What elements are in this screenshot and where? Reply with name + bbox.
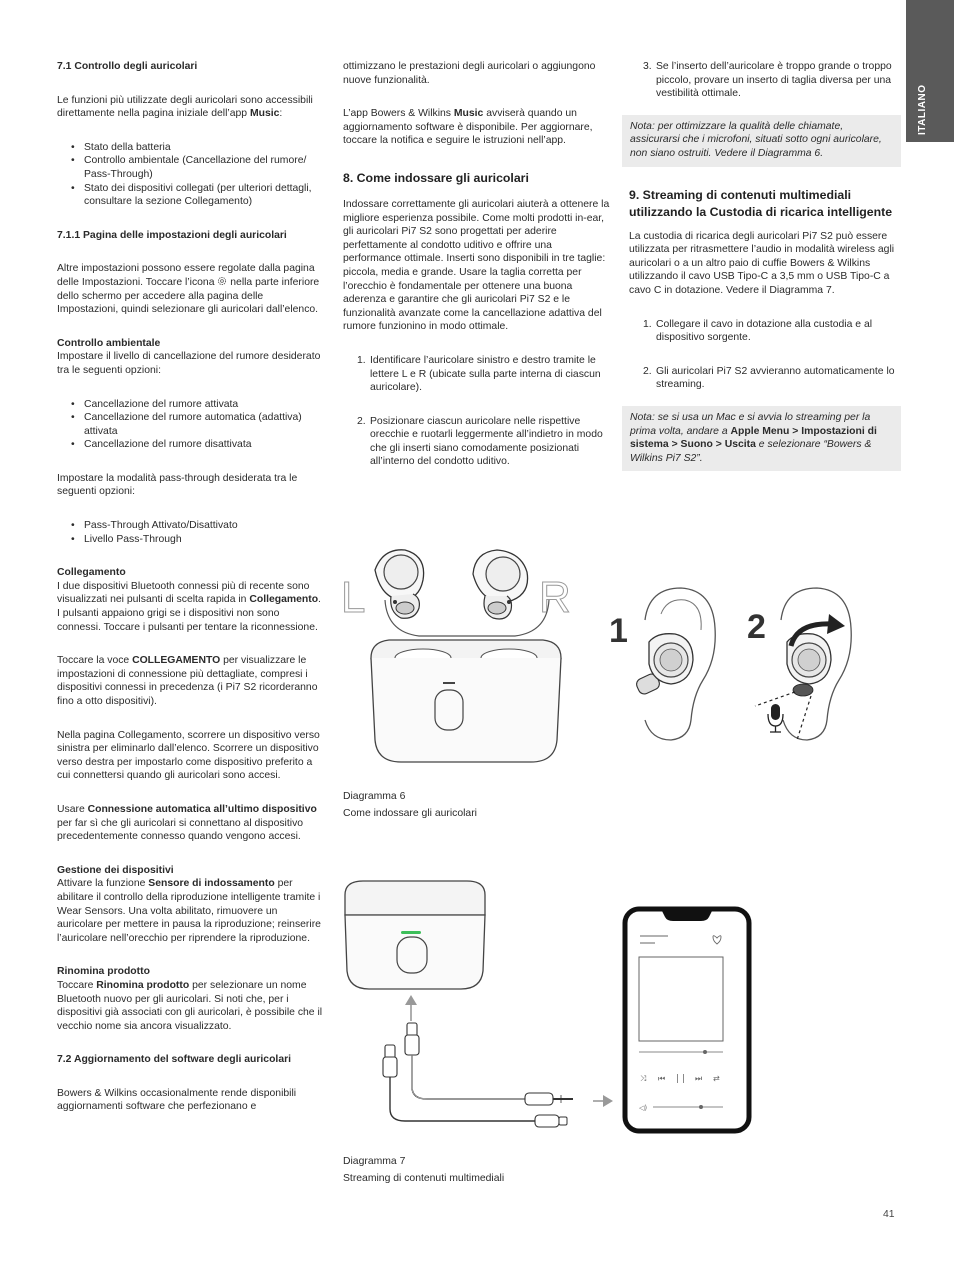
app-update-text: L’app Bowers & Wilkins Music avviserà quando un aggiornamento software è disponibile. Per aggiornare, toccare la notifica e seguire le istruzioni nell’app. bbox=[343, 108, 593, 147]
diagram-7-caption bbox=[343, 1153, 504, 1187]
page-number: 41 bbox=[883, 1209, 895, 1220]
microphone-icon bbox=[768, 704, 783, 732]
section-9-text: La custodia di ricarica degli auricolari Pi7 S2 può essere utilizzata per ritrasmettere l’audio in modalità wireless agli auricolari o a un altro paio di cuffie Bowers & Wilkins utilizzando il cavo USB Tipo-C a 3,5 mm o USB Tipo-C a cavo C in dotazione. Vedere il Diagramma 7. bbox=[629, 230, 895, 296]
ambient-text: Impostare il livello di cancellazione del rumore desiderato tra le seguenti opzioni: bbox=[57, 351, 321, 376]
connection-block bbox=[57, 566, 325, 634]
list-item: 1. Collegare il cavo in dotazione alla custodia e al dispositivo sorgente. bbox=[643, 318, 873, 344]
diagram-7-caption-text: Streaming di contenuti multimediali bbox=[343, 1173, 505, 1184]
note-mac-streaming: Nota: se si usa un Mac e si avvia lo streaming per la prima volta, andare a Apple Menu > Impostazioni di sistema > Suono > Uscita e selezionare “Bowers & Wilkins Pi7 S2”. bbox=[622, 406, 901, 471]
section-7-1-intro: Le funzioni più utilizzate degli auricolari sono accessibili direttamente nella pagina iniziale dell’app Music: bbox=[57, 94, 313, 120]
smartphone-illustration bbox=[625, 909, 749, 1131]
note-microphones: Nota: per ottimizzare la qualità delle chiamate, assicurarsi che i microfoni, situati sotto ogni auricolare, non siano ostruiti. Vedere il Diagramma 6. bbox=[622, 115, 901, 167]
devices-text: Attivare la funzione Sensore di indossamento per abilitare il controllo della riproduzione intelligente tramite i Wear Sensors. Una volta abilitato, rimuovere un auricolare per mettere in pausa la riproduzione; reinserire l’auricolare nell’orecchio per riprendere la riproduzione. bbox=[57, 878, 321, 944]
section-8-steps-continued bbox=[629, 60, 901, 101]
section-7-2-title: 7.2 Aggiornamento del software degli auricolari bbox=[57, 1054, 292, 1066]
next-icon: ⏭ bbox=[695, 1074, 703, 1083]
list-item: 3. Se l’inserto dell’auricolare è troppo grande o troppo piccolo, provare un inserto di taglia diversa per una vestibilità ottimale. bbox=[643, 61, 892, 100]
diagram-6-ear-steps bbox=[605, 580, 875, 745]
diagram-6-caption-text: Come indossare gli auricolari bbox=[343, 808, 477, 819]
charging-case-illustration bbox=[345, 881, 485, 989]
ambient-title: Controllo ambientale bbox=[57, 337, 161, 349]
diagram-7-streaming-illustration bbox=[335, 875, 755, 1135]
column-1 bbox=[57, 60, 325, 1134]
ambient-block bbox=[57, 337, 325, 378]
diagram-7-caption-title: Diagramma 7 bbox=[343, 1156, 406, 1167]
section-7-2-continued: ottimizzano le prestazioni degli auricolari o aggiungono nuove funzionalità. bbox=[343, 61, 596, 86]
previous-icon: ⏮ bbox=[658, 1074, 666, 1083]
list-item: • Stato dei dispositivi collegati (per ulteriori dettagli, consultare la sezione Collegamento) bbox=[84, 182, 325, 209]
rename-text: Toccare Rinomina prodotto per selezionare un nome Bluetooth nuovo per gli auricolari. Si noti che, per i dispositivi già associati con gli auricolari, è possibile che il vecchio nome sia ancora visualizzato. bbox=[57, 979, 323, 1032]
section-8-steps bbox=[343, 354, 613, 469]
ear-illustration-2 bbox=[755, 588, 851, 740]
section-7-1-1-title: 7.1.1 Pagina delle impostazioni degli auricolari bbox=[57, 229, 287, 241]
step-2-number: 2 bbox=[747, 608, 766, 646]
section-7-1-title: 7.1 Controllo degli auricolari bbox=[57, 61, 198, 72]
section-7-1-1-text: Altre impostazioni possono essere regolate dalla pagina delle Impostazioni. Toccare l’icona nella parte inferiore dello schermo per accedere alla pagina delle Impostazioni, quindi selezionare gli auricolari dall’elenco. bbox=[57, 263, 320, 316]
shuffle-icon: ⤨ bbox=[640, 1074, 647, 1083]
rename-block bbox=[57, 965, 325, 1033]
column-3 bbox=[629, 60, 901, 491]
section-9-steps bbox=[629, 318, 901, 392]
section-8-title: 8. Come indossare gli auricolari bbox=[343, 170, 529, 185]
list-item: 2. Gli auricolari Pi7 S2 avvieranno automaticamente lo streaming. bbox=[643, 365, 895, 391]
connection-title: Collegamento bbox=[57, 567, 126, 579]
devices-block bbox=[57, 864, 325, 946]
devices-title: Gestione dei dispositivi bbox=[57, 864, 174, 876]
usb-c-to-c-cable bbox=[383, 1045, 567, 1127]
left-label: L bbox=[341, 573, 366, 622]
gear-icon bbox=[217, 276, 227, 286]
column-2 bbox=[343, 60, 613, 489]
repeat-icon: ⇄ bbox=[713, 1074, 720, 1083]
ear-illustration-1 bbox=[635, 588, 716, 740]
ambient-list bbox=[57, 398, 325, 452]
list-item: • Livello Pass-Through bbox=[84, 533, 325, 547]
volume-icon: ◁) bbox=[639, 1104, 648, 1112]
right-label: R bbox=[539, 573, 571, 622]
right-earbud-illustration bbox=[473, 550, 528, 619]
list-item: • Cancellazione del rumore attivata bbox=[84, 398, 325, 412]
section-7-1-list bbox=[57, 141, 325, 209]
language-tab-label: ITALIANO bbox=[917, 84, 928, 135]
list-item: • Cancellazione del rumore disattivata bbox=[84, 438, 325, 452]
step-1-number: 1 bbox=[609, 612, 628, 650]
connection-text-4: Usare Connessione automatica all’ultimo dispositivo per far sì che gli auricolari si connettano al dispositivo precedentemente connesso quando vengono accesi. bbox=[57, 803, 317, 843]
passthrough-text: Impostare la modalità pass-through desiderata tra le seguenti opzioni: bbox=[57, 472, 298, 498]
pause-icon: | | bbox=[676, 1074, 685, 1084]
list-item: 1. Identificare l’auricolare sinistro e destro tramite le lettere L e R (ubicate sulla parte interna di ciascun auricolare). bbox=[357, 354, 601, 394]
section-9-title: 9. Streaming di contenuti multimediali utilizzando la Custodia di ricarica intelligente bbox=[629, 187, 893, 220]
section-7-2-text: Bowers & Wilkins occasionalmente rende disponibili aggiornamenti software che perfezionano e bbox=[57, 1087, 297, 1113]
list-item: • Stato della batteria bbox=[84, 141, 325, 155]
usb-c-to-3-5mm-cable bbox=[405, 1023, 573, 1105]
diagram-6-case-illustration bbox=[335, 540, 615, 780]
passthrough-list bbox=[57, 519, 325, 546]
diagram-6-caption bbox=[343, 788, 477, 822]
list-item: • Controllo ambientale (Cancellazione del rumore/ Pass-Through) bbox=[84, 154, 325, 181]
connection-text-2: Toccare la voce COLLEGAMENTO per visualizzare le impostazioni di connessione più dettagliate, compresi i dispositivi connessi in precedenza (i Pi7 S2 ricorderanno fino a otto dispositivi). bbox=[57, 655, 318, 707]
connection-text-3: Nella pagina Collegamento, scorrere un dispositivo verso sinistra per eliminarlo dall’elenco. Scorrere un dispositivo verso destra per impostarlo come dispositivo preferito a cui connettersi quando gli auricolari sono accesi. bbox=[57, 729, 320, 782]
rename-title: Rinomina prodotto bbox=[57, 966, 150, 978]
list-item: • Cancellazione del rumore automatica (adattiva) attivata bbox=[84, 411, 325, 438]
section-8-text: Indossare correttamente gli auricolari aiuterà a ottenere la migliore esperienza possibile. Come molti prodotti in-ear, gli auricolari Pi7 S2 sono progettati per aderire perfettamente al condotto uditivo e offrire una performance ottimale. Inserti sono disponibili in tre taglie: piccola, media e grande. Usare la taglia corretta per l’orecchio è fondamentale per ottenere una buona aderenza e garantire che gli auricolari Pi7 S2 e le funzionalità avanzate come la cancellazione adattiva del rumore funzionino in modo ottimale. bbox=[343, 198, 610, 333]
language-tab bbox=[906, 0, 954, 142]
list-item: 2. Posizionare ciascun auricolare nelle rispettive orecchie e ruotarli leggermente all’indietro in modo che gli inserti siano comodamente posizionati all’interno del condotto uditivo. bbox=[357, 415, 603, 468]
connection-text-1: I due dispositivi Bluetooth connessi più di recente sono visualizzati nei pulsanti di scelta rapida in Collegamento. I pulsanti appaiono grigi se i dispositivi non sono connessi. Toccare i pulsanti per tentare la riconnessione. bbox=[57, 580, 321, 633]
left-earbud-illustration bbox=[375, 550, 424, 618]
diagram-6-caption-title: Diagramma 6 bbox=[343, 791, 406, 802]
list-item: • Pass-Through Attivato/Disattivato bbox=[84, 519, 325, 533]
